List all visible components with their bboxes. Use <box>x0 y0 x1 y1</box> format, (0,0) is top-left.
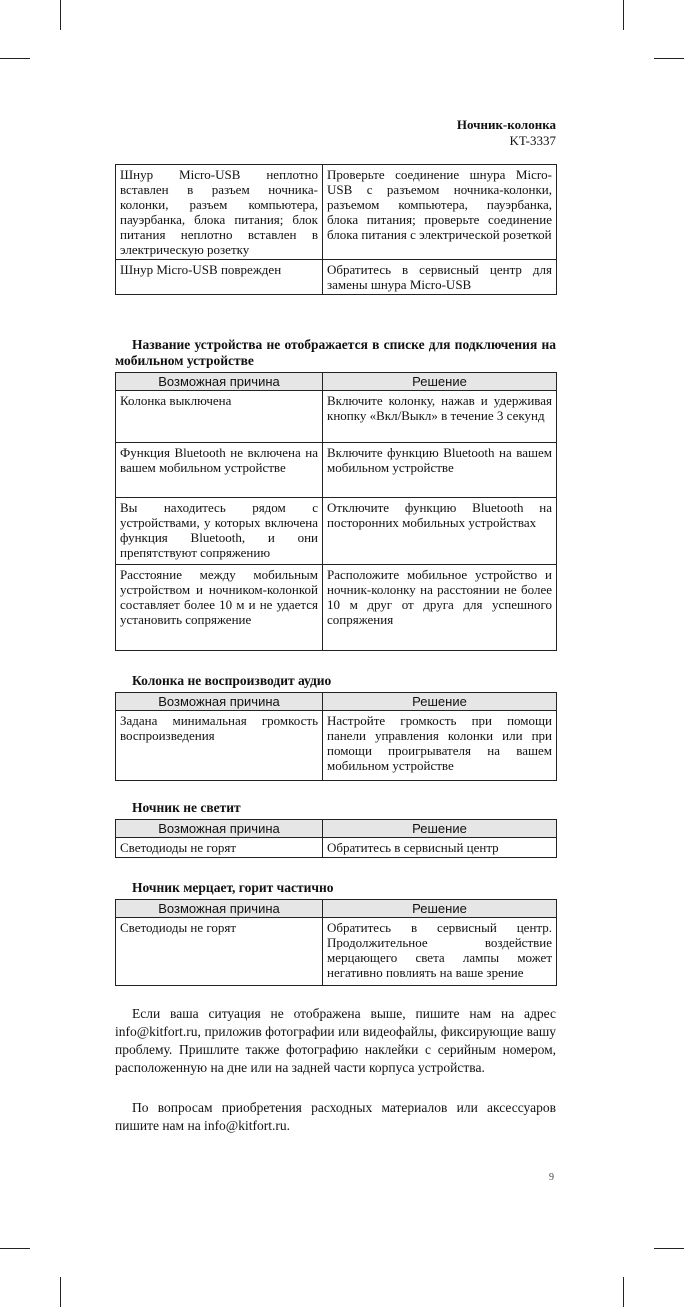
solution-cell: Отключите функцию Bluetooth на посторонних мобильных устройствах <box>323 498 557 565</box>
cause-cell: Колонка выключена <box>116 391 323 443</box>
solution-cell: Обратитесь в сервисный центр <box>323 838 557 858</box>
solution-cell: Включите функцию Bluetooth на вашем мобильном устройстве <box>323 443 557 498</box>
cause-cell: Расстояние между мобильным устройством и ночником-колонкой составляет более 10 м и не удается установить сопряжение <box>116 565 323 651</box>
column-header: Решение <box>323 900 557 918</box>
header-model: KT-3337 <box>509 133 556 148</box>
table-header-row <box>116 820 557 838</box>
table-row <box>116 711 557 781</box>
section-title: Ночник не светит <box>132 800 241 815</box>
table-row <box>116 165 557 260</box>
troubleshooting-table <box>115 372 557 651</box>
running-header <box>457 117 556 149</box>
solution-cell: Обратитесь в сервисный центр. Продолжительное воздействие мерцающего света лампы может негативно повлиять на ваше зрение <box>323 918 557 986</box>
table-header-row <box>116 693 557 711</box>
page-number: 9 <box>549 1172 554 1183</box>
section-title: Ночник мерцает, горит частично <box>132 880 334 895</box>
cause-cell: Светодиоды не горят <box>116 918 323 986</box>
crop-mark <box>623 0 624 30</box>
troubleshooting-table <box>115 899 557 986</box>
crop-mark <box>0 1248 30 1249</box>
solution-cell: Обратитесь в сервисный центр для замены шнура Micro-USB <box>323 260 557 295</box>
cause-cell: Шнур Micro-USB неплотно вставлен в разъем ночника-колонки, разъем компьютера, пауэрбанка, блока питания; блок питания неплотно вставлен в электрическую розетку <box>116 165 323 260</box>
column-header: Решение <box>323 373 557 391</box>
solution-cell: Расположите мобильное устройство и ночник-колонку на расстоянии не более 10 м друг от друга для успешного сопряжения <box>323 565 557 651</box>
table-row <box>116 565 557 651</box>
accessories-paragraph: По вопросам приобретения расходных материалов или аксессуаров пишите нам на info@kitfort.ru. <box>115 1100 556 1133</box>
cause-cell: Вы находитесь рядом с устройствами, у которых включена функция Bluetooth, и они препятствуют сопряжению <box>116 498 323 565</box>
table-row <box>116 260 557 295</box>
table-continued <box>115 164 557 295</box>
cause-cell: Функция Bluetooth не включена на вашем мобильном устройстве <box>116 443 323 498</box>
table-row <box>116 838 557 858</box>
column-header: Возможная причина <box>116 900 323 918</box>
troubleshooting-table <box>115 819 557 858</box>
crop-mark <box>654 1248 684 1249</box>
header-title: Ночник-колонка <box>456 117 556 132</box>
table-row <box>116 391 557 443</box>
crop-mark <box>0 58 30 59</box>
cause-cell: Шнур Micro-USB поврежден <box>116 260 323 295</box>
solution-cell: Проверьте соединение шнура Micro-USB с разъемом ночника-колонки, разъемом компьютера, пауэрбанка, блока питания; проверьте соединение блока питания с электрической розеткой <box>323 165 557 260</box>
table-row <box>116 918 557 986</box>
cause-cell: Задана минимальная громкость воспроизведения <box>116 711 323 781</box>
crop-mark <box>60 1277 61 1307</box>
table-header-row <box>116 900 557 918</box>
section-title: Колонка не воспроизводит аудио <box>132 673 332 688</box>
crop-mark <box>654 58 684 59</box>
cause-cell: Светодиоды не горят <box>116 838 323 858</box>
troubleshooting-table <box>115 692 557 781</box>
table-header-row <box>116 373 557 391</box>
column-header: Решение <box>323 820 557 838</box>
solution-cell: Настройте громкость при помощи панели управления колонки или при помощи проигрывателя на вашем мобильном устройстве <box>323 711 557 781</box>
column-header: Возможная причина <box>116 373 323 391</box>
column-header: Возможная причина <box>116 820 323 838</box>
contact-paragraph: Если ваша ситуация не отображена выше, пишите нам на адрес info@kitfort.ru, приложив фотографии или видеофайлы, фиксирующие вашу проблему. Пришлите также фотографию наклейки с серийным номером, расположенную на дне или на задней части корпуса устройства. <box>115 1006 556 1075</box>
table-row <box>116 443 557 498</box>
table-row <box>116 498 557 565</box>
crop-mark <box>623 1277 624 1307</box>
solution-cell: Включите колонку, нажав и удерживая кнопку «Вкл/Выкл» в течение 3 секунд <box>323 391 557 443</box>
column-header: Решение <box>323 693 557 711</box>
section-title: Название устройства не отображается в списке для подключения на мобильном устройстве <box>115 337 556 368</box>
column-header: Возможная причина <box>116 693 323 711</box>
crop-mark <box>60 0 61 30</box>
